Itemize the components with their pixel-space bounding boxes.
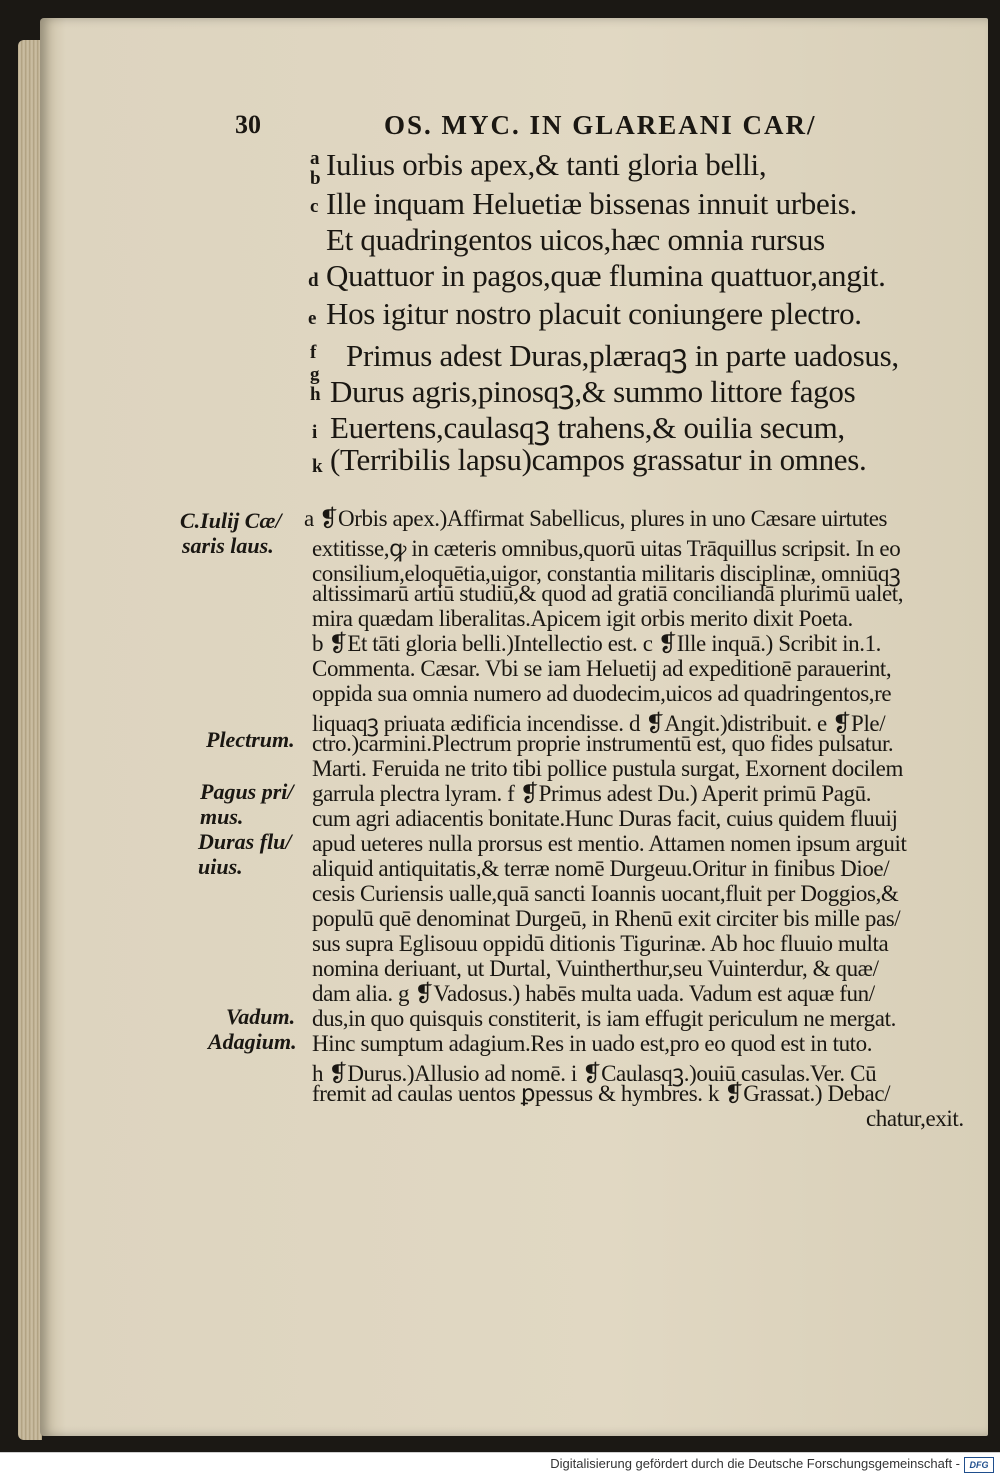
marginal-note: saris laus. bbox=[182, 533, 274, 558]
commentary-line: apud ueteres nulla prorsus est mentio. Attamen nomen ipsum arguit bbox=[312, 831, 907, 856]
commentary-line: extitisse,ꝙ in cæteris omnibus,quorū uitas Trāquillus scripsit. In eo bbox=[312, 536, 901, 561]
commentary-line: ctro.)carmini.Plectrum proprie instrumentū est, quo fides pulsatur. bbox=[312, 731, 894, 756]
verse-marker: f bbox=[310, 342, 317, 363]
verse-marker: h bbox=[310, 384, 321, 405]
verse-line: Quattuor in pagos,quæ flumina quattuor,angit. bbox=[326, 258, 886, 293]
marginal-note: Plectrum. bbox=[206, 727, 295, 752]
commentary-line: nomina deriuant, ut Durtal, Vuintherthur,seu Vuinterdur, & quæ/ bbox=[312, 956, 879, 981]
verse-line: Hos igitur nostro placuit coniungere plectro. bbox=[326, 296, 862, 331]
verse-line: Et quadringentos uicos,hæc omnia rursus bbox=[326, 222, 825, 257]
verse-marker: c bbox=[310, 196, 319, 217]
commentary-line: consilium,eloquētia,uigor, constantia militaris disciplinæ, omniūqꝫ bbox=[312, 561, 901, 586]
verse-marker: e bbox=[308, 308, 317, 329]
commentary-line: cesis Curiensis ualle,quā sancti Ioannis uocant,fluit per Doggios,& bbox=[312, 881, 899, 906]
commentary-line: b ❡Et tāti gloria belli.)Intellectio est. c ❡Ille inquā.) Scribit in.1. bbox=[312, 631, 882, 656]
commentary-line: Marti. Feruida ne trito tibi pollice pustula surgat, Exornent docilem bbox=[312, 756, 903, 781]
verse-line: Iulius orbis apex,& tanti gloria belli, bbox=[326, 147, 767, 182]
commentary-line: Hinc sumptum adagium.Res in uado est,pro eo quod est in tuto. bbox=[312, 1031, 873, 1056]
marginal-note: Duras flu/ bbox=[198, 829, 292, 854]
verse-line: Primus adest Duras,plæraqꝫ in parte uadosus, bbox=[346, 338, 899, 373]
commentary-line: h ❡Durus.)Allusio ad nomē. i ❡Caulasqꝫ.)ouiū casulas.Ver. Cū bbox=[312, 1061, 877, 1086]
verse-line: Durus agris,pinosqꝫ,& summo littore fagos bbox=[330, 374, 856, 409]
commentary-line: Commenta. Cæsar. Vbi se iam Heluetij ad expeditionē parauerint, bbox=[312, 656, 892, 681]
marginal-note: mus. bbox=[200, 804, 244, 829]
commentary-line: mira quædam liberalitas.Apicem igit orbis merito dixit Poeta. bbox=[312, 606, 853, 631]
marginal-note: Vadum. bbox=[226, 1004, 296, 1029]
commentary-line: chatur,exit. bbox=[866, 1106, 964, 1131]
verse-line: Euertens,caulasqꝫ trahens,& ouilia secum, bbox=[330, 410, 845, 445]
commentary-line: sus supra Eglisouu oppidū ditionis Tigurinæ. Ab hoc fluuio multa bbox=[312, 931, 889, 956]
verse-marker: d bbox=[308, 270, 319, 291]
footer-bar bbox=[0, 1452, 1000, 1475]
verse-marker: k bbox=[312, 456, 323, 477]
verse-marker: a bbox=[310, 148, 320, 169]
verse-marker: b bbox=[310, 168, 321, 189]
marginal-note: Adagium. bbox=[208, 1029, 297, 1054]
commentary-line: altissimarū artiū studiū,& quod ad gratiā conciliandā plurimū ualet, bbox=[312, 581, 904, 606]
verse-line: (Terribilis lapsu)campos grassatur in omnes. bbox=[330, 442, 867, 477]
page-edge bbox=[18, 40, 42, 1440]
commentary-line: populū quē denominat Durgeū, in Rhenū exit circiter bis mille pas/ bbox=[312, 906, 901, 931]
commentary-line: dus,in quo quisquis constiterit, is iam effugit periculum ne mergat. bbox=[312, 1006, 896, 1031]
marginal-note: C.Iulij Cæ/ bbox=[180, 508, 282, 533]
footer-credit: Digitalisierung gefördert durch die Deutsche Forschungsgemeinschaft - bbox=[550, 1456, 960, 1471]
commentary-line: a ❡Orbis apex.)Affirmat Sabellicus, plures in uno Cæsare uirtutes bbox=[304, 506, 888, 531]
commentary-line: liquaqꝫ priuata ædificia incendisse. d ❡Angit.)distribuit. e ❡Ple/ bbox=[312, 711, 886, 736]
marginal-note: Pagus pri/ bbox=[200, 779, 294, 804]
commentary-line: garrula plectra lyram. f ❡Primus adest Du.) Aperit primū Pagū. bbox=[312, 781, 872, 806]
marginal-note: uius. bbox=[198, 854, 243, 879]
running-head: OS. MYC. IN GLAREANI CAR/ bbox=[384, 110, 817, 140]
verse-marker: i bbox=[312, 422, 318, 443]
verse-marker: g bbox=[310, 364, 320, 385]
commentary-line: dam alia. g ❡Vadosus.) habēs multa uada. Vadum est aquæ fun/ bbox=[312, 981, 875, 1006]
commentary-line: oppida sua omnia numero ad duodecim,uicos ad quadringentos,re bbox=[312, 681, 892, 706]
commentary-line: aliquid antiquitatis,& terræ nomē Durgeuu.Oritur in finibus Dioe/ bbox=[312, 856, 890, 881]
commentary-line: fremit ad caulas uentos ꝑpessus & hymbres. k ❡Grassat.) Debac/ bbox=[312, 1081, 891, 1106]
page-number: 30 bbox=[235, 110, 261, 139]
commentary-line: cum agri adiacentis bonitate.Hunc Duras facit, cuius quidem fluuij bbox=[312, 806, 898, 831]
dfg-logo-icon: DFG bbox=[964, 1457, 994, 1473]
verse-line: Ille inquam Heluetiæ bissenas innuit urbeis. bbox=[326, 186, 857, 221]
